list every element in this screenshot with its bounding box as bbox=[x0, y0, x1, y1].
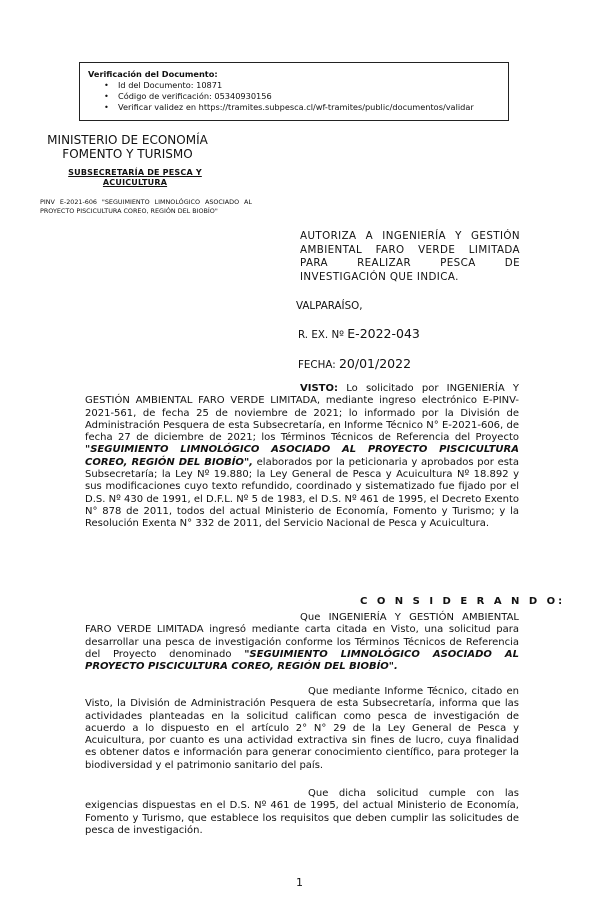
visto-project-name: "SEGUIMIENTO LIMNOLÓGICO ASOCIADO AL PROYECTO PISCICULTURA COREO, REGIÓN DEL BIOBÍO", bbox=[85, 444, 519, 468]
visto-text-a: Lo solicitado por INGENIERÍA Y GESTIÓN AMBIENTAL FARO VERDE LIMITADA, mediante ingreso electrónico E-PINV-2021-561, de fecha 25 de noviembre de 2021; lo informado por la División de Administración Pesquera de esta Subsecretaría, en Informe Técnico N° E-2021-606, de fecha 27 de diciembre de 2021; los Términos Técnicos de Referencia del Proyecto bbox=[85, 383, 519, 444]
rex-number: E-2022-043 bbox=[347, 326, 420, 341]
resolution-title: AUTORIZA A INGENIERÍA Y GESTIÓN AMBIENTAL FARO VERDE LIMITADA PARA REALIZAR PESCA DE INVESTIGACIÓN QUE INDICA. bbox=[300, 230, 520, 283]
p2-text: Que mediante Informe Técnico, citado en Visto, la División de Administración Pesquera de esta Subsecretaría, informa que las actividades planteadas en la solicitud califican como pesca de investigación de acuerdo a lo dispuesto en el artículo 2° N° 29 de la Ley General de Pesca y Acuicultura, por cuanto es una actividad extractiva sin fines de lucro, cuya finalidad es obtener datos e información para generar conocimiento científico, para proteger la biodiversidad y el patrimonio sanitario del país. bbox=[85, 686, 519, 771]
subsecretaria-label: SUBSECRETARÍA DE PESCA Y ACUICULTURA bbox=[68, 168, 202, 187]
fecha-value: 20/01/2022 bbox=[338, 356, 412, 371]
rex-label: R. EX. Nº bbox=[298, 329, 344, 341]
visto-label: VISTO: bbox=[300, 383, 338, 394]
verification-id: • Id del Documento: 10871 bbox=[118, 80, 502, 91]
verification-box bbox=[79, 62, 509, 121]
ministry-line2: FOMENTO Y TURISMO bbox=[62, 147, 193, 161]
page-number: 1 bbox=[296, 876, 303, 889]
pinv-reference: PINV E-2021-606 "SEGUIMIENTO LIMNOLÓGICO ASOCIADO AL PROYECTO PISCICULTURA COREO, REGIÓN DEL BIOBÍO" bbox=[40, 198, 252, 215]
date-line bbox=[298, 356, 411, 371]
p1-project-name: "SEGUIMIENTO LIMNOLÓGICO ASOCIADO AL PROYECTO PISCICULTURA COREO, REGIÓN DEL BIOBÍO". bbox=[85, 648, 519, 673]
p3-text: Que dicha solicitud cumple con las exigencias dispuestas en el D.S. Nº 461 de 1995, del actual Ministerio de Economía, Fomento y Turismo, que establece los requisitos que deben cumplir las solicitudes de pesca de investigación. bbox=[85, 788, 519, 836]
ministry-header bbox=[40, 133, 215, 161]
ministry-line1: MINISTERIO DE ECONOMÍA bbox=[47, 133, 208, 147]
p1-text: Que INGENIERÍA Y GESTIÓN AMBIENTAL FARO VERDE LIMITADA ingresó mediante carta citada en Visto, una solicitud para desarrollar una pesca de investigación conforme los Términos Técnicos de Referencia del Proyecto denominado bbox=[85, 612, 519, 660]
visto-paragraph bbox=[85, 383, 519, 531]
visto-text-b: elaborados por la peticionaria y aprobados por esta Subsecretaría; la Ley Nº 19.880; la Ley General de Pesca y Acuicultura Nº 18.892 y sus modificaciones cuyo texto refundido, coordinado y sistematizado fue fijado por el D.S. Nº 430 de 1991, el D.F.L. Nº 5 de 1983, el D.S. Nº 461 de 1995, el Decreto Exento N° 878 de 2011, todos del actual Ministerio de Economía, Fomento y Turismo; y la Resolución Exenta N° 332 de 2011, del Servicio Nacional de Pesca y Acuicultura. bbox=[85, 456, 519, 530]
verification-title: Verificación del Documento: bbox=[88, 69, 218, 79]
resolution-number-line bbox=[298, 326, 420, 341]
considerando-heading: C O N S I D E R A N D O: bbox=[360, 596, 566, 607]
considerando-paragraph-3 bbox=[85, 788, 519, 837]
verification-list bbox=[88, 80, 502, 113]
verification-code: • Código de verificación: 05340930156 bbox=[118, 91, 502, 102]
fecha-label: FECHA: bbox=[298, 359, 336, 371]
considerando-paragraph-2 bbox=[85, 686, 519, 772]
verification-url[interactable]: • Verificar validez en https://tramites.subpesca.cl/wf-tramites/public/documentos/validar bbox=[118, 102, 502, 113]
place-line: VALPARAÍSO, bbox=[296, 300, 363, 312]
considerando-paragraph-1 bbox=[85, 612, 519, 673]
